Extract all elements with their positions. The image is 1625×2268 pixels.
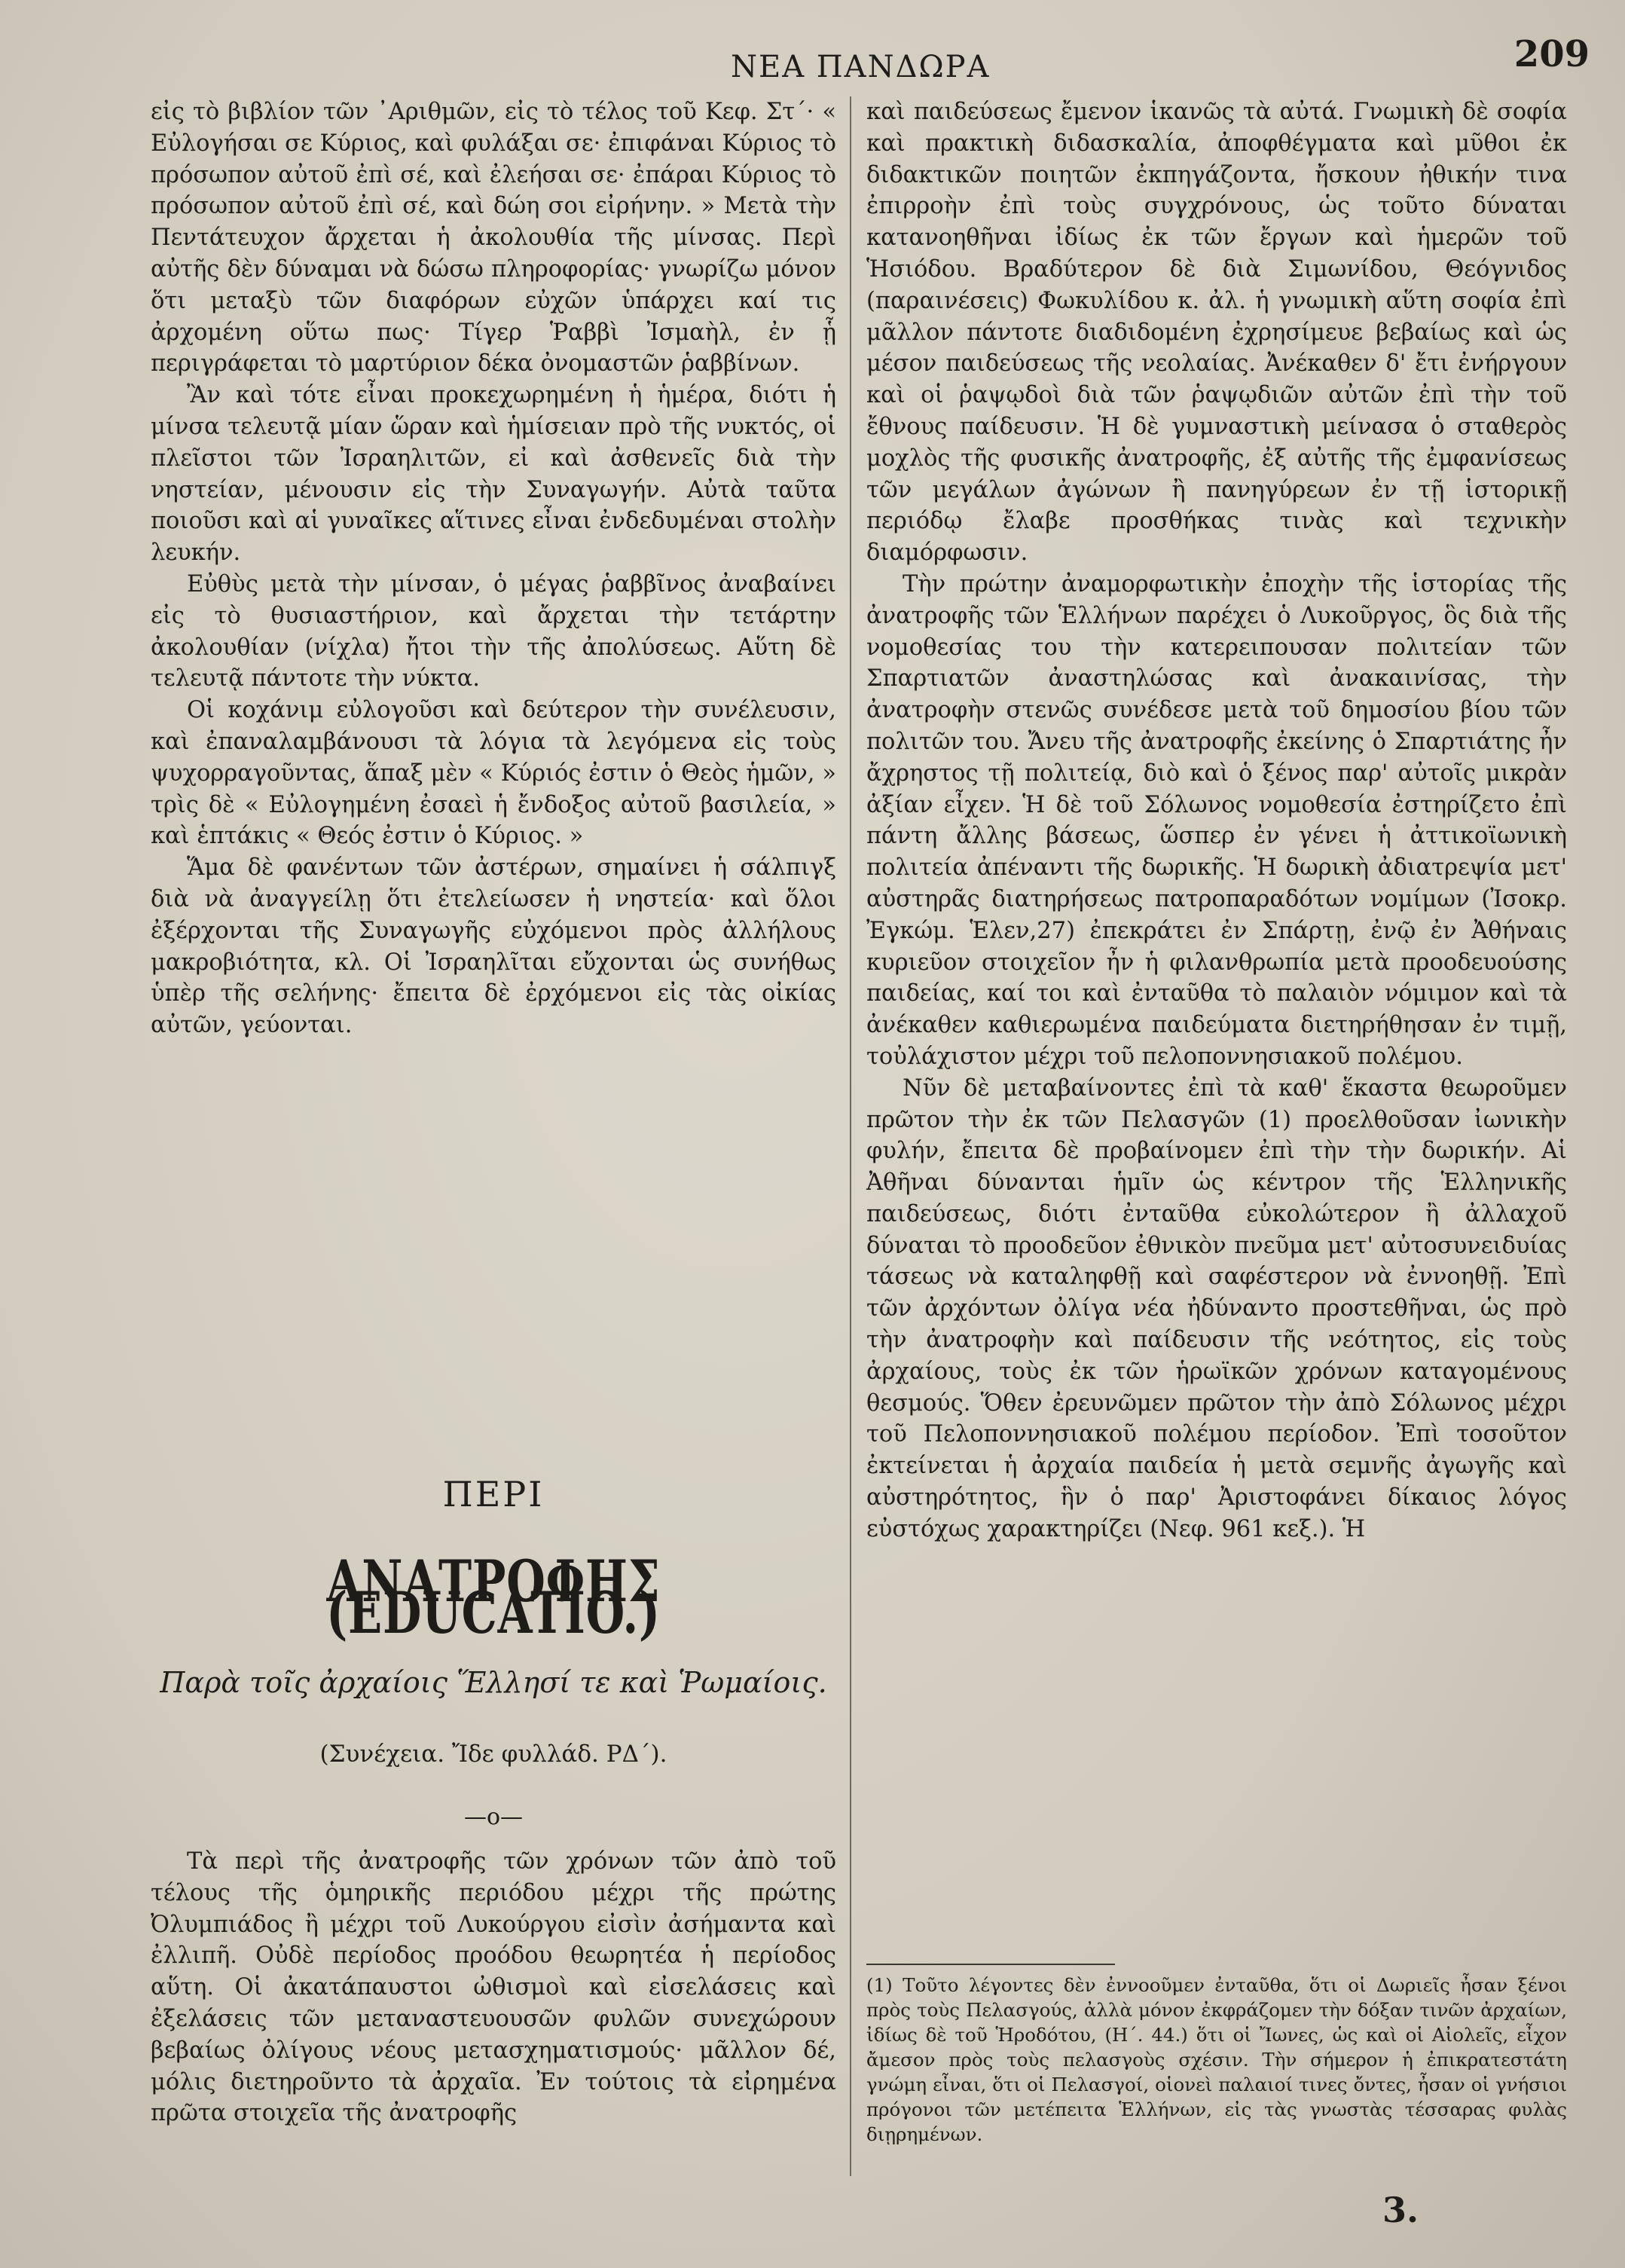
page-number: 209 [1514,33,1590,75]
right-column [866,96,1567,1545]
continuation-note: (Συνέχεια. Ἴδε φυλλάδ. ΡΔ΄). [319,1741,667,1768]
right-paragraph-2: Τὴν πρώτην ἀναμορφωτικὴν ἐποχὴν τῆς ἱστορίας τῆς ἀνατροφῆς τῶν Ἑλλήνων παρέχει ὁ Λυκοῦργος, ὃς διὰ τῆς νομοθεσίας του τὴν κατερειπουσαν πολιτείαν τῶν Σπαρτιατῶν ἀναστηλώσας καὶ ἀνακαινίσας, τὴν ἀνατροφὴν στενῶς συνέδεσε μετὰ τοῦ δημοσίου βίου τῶν πολιτῶν του. Ἄνευ τῆς ἀνατροφῆς ἐκείνης ὁ Σπαρτιάτης ἦν ἄχρηστος τῇ πολιτείᾳ, διὸ καὶ ὁ ξένος παρ' αὐτοῖς μικρὰν ἀξίαν εἶχεν. Ἡ δὲ τοῦ Σόλωνος νομοθεσία ἐστηρίζετο ἐπὶ πάντη ἄλλης βάσεως, ὥσπερ ἐν γένει ἡ ἀττικοϊωνικὴ πολιτεία ἀπέναντι τῆς δωρικῆς. Ἡ δωρικὴ ἀδιατρεψία μετ' αὐστηρᾶς διατηρήσεως πατροπαραδότων νομίμων (Ἰσοκρ. Ἐγκώμ. Ἑλεν,27) ἐπεκράτει ἐν Σπάρτῃ, ἐνῷ ἐν Ἀθήναις κυριεῦον στοιχεῖον ἦν ἡ φιλανθρωπία μετὰ προοδευούσης παιδείας, καί τοι καὶ ἐνταῦθα τὸ παλαιὸν νόμιμον καὶ τὰ ἀνέκαθεν καθιερωμένα παιδεύματα διετηρήθησαν ἐν τιμῇ, τοὐλάχιστον μέχρι τοῦ πελοποννησιακοῦ πολέμου. [866,570,1567,1070]
left-paragraph-3: Εὐθὺς μετὰ τὴν μίνσαν, ὁ μέγας ῥαββῖνος ἀναβαίνει εἰς τὸ θυσιαστήριον, καὶ ἄρχεται τὴν τετάρτην ἀκολουθίαν (νίχλα) ἤτοι τὴν τῆς ἀπολύσεως. Αὕτη δὲ τελευτᾷ πάντοτε τὴν νύκτα. [151,570,836,692]
right-paragraph-1: καὶ παιδεύσεως ἔμενον ἱκανῶς τὰ αὐτά. Γνωμικὴ δὲ σοφία καὶ πρακτικὴ διδασκαλία, ἀποφθέγματα καὶ μῦθοι ἐκ διδακτικῶν ποιητῶν ἐκπηγάζοντα, ἤσκουν ἠθικήν τινα ἐπιρροὴν ἐπὶ τοὺς συγχρόνους, ὡς τοῦτο δύναται κατανοηθῆναι ἰδίως ἐκ τῶν ἔργων καὶ ἡμερῶν τοῦ Ἡσιόδου. Βραδύτερον δὲ διὰ Σιμωνίδου, Θεόγνιδος (παραινέσεις) Φωκυλίδου κ. ἀλ. ἡ γνωμικὴ αὕτη σοφία ἐπὶ μᾶλλον πάντοτε διαδιδομένη ἐχρησίμευε βεβαίως καὶ ὡς μέσον παιδεύσεως τῆς νεολαίας. Ἀνέκαθεν δ' ἔτι ἐνήργουν καὶ οἱ ῥαψῳδοὶ διὰ τῶν ῥαψῳδιῶν αὐτῶν ἐπὶ τὴν τοῦ ἔθνους παίδευσιν. Ἡ δὲ γυμναστικὴ μείνασα ὁ σταθερὸς μοχλὸς τῆς φυσικῆς ἀνατροφῆς, ἐξ αὐτῆς τῆς ἐμφανίσεως τῶν μεγάλων ἀγώνων ἢ πανηγύρεων ἐν τῇ ἱστορικῇ περιόδῳ ἔλαβε προσθήκας τινὰς καὶ τεχνικὴν διαμόρφωσιν. [866,99,1567,567]
footnote: (1) Τοῦτο λέγοντες δὲν ἐννοοῦμεν ἐνταῦθα, ὅτι οἱ Δωριεῖς ἦσαν ξένοι πρὸς τοὺς Πελασγούς, ἀλλὰ μόνον ἐκφράζομεν τὴν δόξαν τινῶν ἀρχαίων, ἰδίως δὲ τοῦ Ἡροδότου, (Η΄. 44.) ὅτι οἱ Ἴωνες, ὡς καὶ οἱ Αἰολεῖς, εἶχον ἄμεσον πρὸς τοὺς πελασγοὺς σχέσιν. Τὴν σήμερον ἡ ἐπικρατεστάτη γνώμη εἶναι, ὅτι οἱ Πελασγοί, οἱονεὶ παλαιοί τινες ὄντες, ἦσαν οἱ γνήσιοι πρόγονοι τῶν μετέπειτα Ἑλλήνων, εἰς τὰς γνωστὰς τέσσαρας φυλὰς διῃρημένων. [866,1974,1567,2145]
section-title-main: ΑΝΑΤΡΟΦΗΣ (EDUCATIO.) [326,1548,661,1646]
journal-title: ΝΕΑ ΠΑΝΔΩΡΑ [731,50,991,84]
left-bottom-paragraph: Τὰ περὶ τῆς ἀνατροφῆς τῶν χρόνων τῶν ἀπὸ τοῦ τέλους τῆς ὁμηρικῆς περιόδου μέχρι τῆς πρώτης Ὀλυμπιάδος ἢ μέχρι τοῦ Λυκούργου εἰσὶν ἀσήμαντα καὶ ἐλλιπῆ. Οὐδὲ περίοδος προόδου θεωρητέα ἡ περίοδος αὕτη. Οἱ ἀκατάπαυστοι ὠθισμοὶ καὶ εἰσελάσεις καὶ ἐξελάσεις τῶν μεταναστευουσῶν φυλῶν συνεχώρουν βεβαίως ὀλίγους νέους μετασχηματισμούς· μᾶλλον δέ, μόλις διετηροῦντο τὰ ἀρχαῖα. Ἐν τούτοις τὰ εἰρημένα πρῶτα στοιχεῖα τῆς ἀνατροφῆς [151,1848,836,2127]
section-title-small: ΠΕΡΙ [442,1474,545,1515]
column-divider [850,96,851,2176]
left-paragraph-4: Οἱ κοχάνιμ εὐλογοῦσι καὶ δεύτερον τὴν συνέλευσιν, καὶ ἐπαναλαμβάνουσι τὰ λόγια τὰ λεγόμενα εἰς τοὺς ψυχορραγοῦντας, ἅπαξ μὲν « Κύριός ἐστιν ὁ Θεὸς ἡμῶν, » τρὶς δὲ « Εὐλογημένη ἐσαεὶ ἡ ἔνδοξος αὐτοῦ βασιλεία, » καὶ ἑπτάκις « Θεός ἐστιν ὁ Κύριος. » [151,697,836,850]
left-column [151,96,836,2127]
footnote-rule [866,1964,1115,1965]
section-subtitle: Παρὰ τοῖς ἀρχαίοις Ἕλλησί τε καὶ Ῥωμαίοις. [160,1666,827,1699]
separator: —o— [463,1804,524,1830]
right-paragraph-3: Νῦν δὲ μεταβαίνοντες ἐπὶ τὰ καθ' ἕκαστα θεωροῦμεν πρῶτον τὴν ἐκ τῶν Πελασγῶν (1) προελθοῦσαν ἰωνικὴν φυλήν, ἔπειτα δὲ προβαίνομεν ἐπὶ τὴν τὴν δωρικήν. Αἱ Ἀθῆναι δύνανται ἡμῖν ὡς κέντρον τῆς Ἑλληνικῆς παιδεύσεως, διότι ἐνταῦθα εὐκολώτερον ἢ ἀλλαχοῦ δύναται τὸ προοδεῦον ἐθνικὸν πνεῦμα μετ' αὐτοσυνειδυίας τάσεως νὰ καταληφθῇ καὶ σαφέστερον νὰ ἐννοηθῇ. Ἐπὶ τῶν ἀρχόντων ὀλίγα νέα ἠδύναντο προστεθῆναι, ὡς πρὸ τὴν ἀνατροφὴν καὶ παίδευσιν τῆς νεότητος, εἰς τοὺς ἀρχαίους, τοὺς ἐκ τῶν ἡρωϊκῶν χρόνων καταγομένους θεσμούς. Ὅθεν ἐρευνῶμεν πρῶτον τὴν ἀπὸ Σόλωνος μέχρι τοῦ Πελοποννησιακοῦ πολέμου περίοδον. Ἐπὶ τοσοῦτον ἐκτείνεται ἡ ἀρχαία παιδεία ἡ μετὰ σεμνῆς ἀγωγῆς καὶ αὐστηρότητος, ἣν ὁ παρ' Ἀριστοφάνει δίκαιος λόγος εὐστόχως χαρακτηρίζει (Νεφ. 961 κεξ.). Ἡ [866,1074,1567,1542]
left-paragraph-2: Ἂν καὶ τότε εἶναι προκεχωρημένη ἡ ἡμέρα, διότι ἡ μίνσα τελευτᾷ μίαν ὥραν καὶ ἡμίσειαν πρὸ τῆς νυκτός, οἱ πλεῖστοι τῶν Ἰσραηλιτῶν, εἰ καὶ ἀσθενεῖς διὰ τὴν νηστείαν, μένουσιν εἰς τὴν Συναγωγήν. Αὐτὰ ταῦτα ποιοῦσι καὶ αἱ γυναῖκες αἵτινες εἶναι ἐνδεδυμέναι στολὴν λευκήν. [151,382,836,567]
page-header [143,29,1590,89]
left-paragraph-5: Ἅμα δὲ φανέντων τῶν ἀστέρων, σημαίνει ἡ σάλπιγξ διὰ νὰ ἀναγγείλῃ ὅτι ἐτελείωσεν ἡ νηστεία· καὶ ὅλοι ἐξέρχονται τῆς Συναγωγῆς εὐχόμενοι πρὸς ἀλλήλους μακροβιότητα, κλ. Οἱ Ἰσραηλῖται εὔχονται ὡς συνήθως ὑπὲρ τῆς σελήνης· ἔπειτα δὲ ἐρχόμενοι εἰς τὰς οἰκίας αὐτῶν, γεύονται. [151,854,836,1039]
left-paragraph-1: εἰς τὸ βιβλίον τῶν ᾿Αριθμῶν, εἰς τὸ τέλος τοῦ Κεφ. Στ΄· « Εὐλογήσαι σε Κύριος, καὶ φυλάξαι σε· ἐπιφάναι Κύριος τὸ πρόσωπον αὐτοῦ ἐπὶ σέ, καὶ ἐλεήσαι σε· ἐπάραι Κύριος τὸ πρόσωπον αὐτοῦ ἐπὶ σέ, καὶ δώη σοι εἰρήνην. » Μετὰ τὴν Πεντάτευχον ἄρχεται ἡ ἀκολουθία τῆς μίνσας. Περὶ αὐτῆς δὲν δύναμαι νὰ δώσω πληροφορίας· γνωρίζω μόνον ὅτι μεταξὺ τῶν διαφόρων εὐχῶν ὑπάρχει καί τις ἀρχομένη οὕτω πως· Τίγερ Ῥαββὶ Ἰσμαὴλ, ἐν ᾗ περιγράφεται τὸ μαρτύριον δέκα ὀνομαστῶν ῥαββίνων. [151,99,836,377]
signature-mark: 3. [1382,2190,1419,2230]
